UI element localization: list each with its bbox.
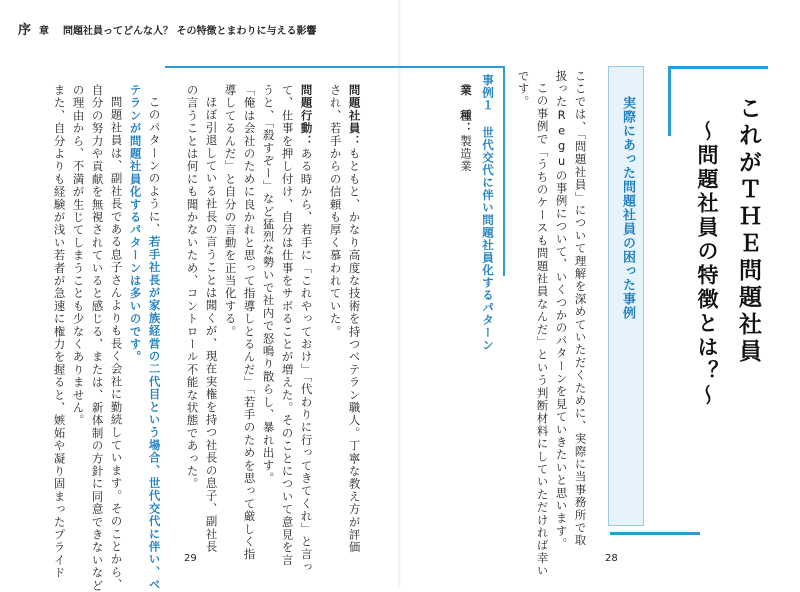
body-line-1: [148, 96, 160, 591]
case-line-2: [329, 84, 341, 338]
case-line-8: [205, 96, 217, 553]
intro-line-4: です。: [516, 70, 531, 109]
case-line-3: [300, 84, 312, 574]
body-emphasis: 若手社長が家族経営の二代目という場合、世代交代に伴い、ベ: [147, 235, 162, 592]
case-text: て、仕事を押し付け、自分は仕事をサボることが増えた。そのことについて意見を言: [280, 84, 295, 567]
main-title-line-1: これがＴＨＥ問題社員: [735, 96, 761, 366]
case-text: ほぼ引退している社長の言うことは聞くが、現在実権を持つ社長の息子、副社長: [204, 96, 219, 554]
case-text: 「俺は会社のために良かれと思って指導しとるんだ」「若手のためを思って厳しく指: [242, 84, 257, 561]
case-line-1: [348, 84, 360, 554]
case-box-top: [165, 66, 505, 68]
main-title-line-2: 〜問題社員の特徴とは？〜: [695, 120, 719, 408]
industry-label: 業 種：: [459, 84, 473, 135]
title-frame-left: [668, 66, 671, 136]
case-line-5: [262, 84, 274, 485]
body-line-4: 自分の努力や貢献を無視されていると感じる、または、新体制の方針に同意できないなど: [90, 84, 105, 592]
body-line-3: 問題社員は、副社長である息子さんよりも長く会社に勤続しています。そのことから、: [109, 96, 124, 592]
case-text: 導してるんだ」と自分の言動を正当化する。: [223, 84, 238, 338]
chapter-kanji: 序: [18, 23, 32, 38]
case-text: うと、「殺すぞー」など猛烈な勢いで社内で怒鳴り散らし、暴れ出す。: [261, 84, 276, 485]
case-text: もともと、かなり高度な技術を持つベテラン職人。丁寧な教え方が評価: [347, 147, 362, 554]
intro-line-3: この事例で「うちのケースも問題社員なんだ」という判断材料にしていただければ幸い: [535, 82, 550, 578]
body-line-6: また、自分よりも経験が浅い若者が急速に権力を握ると、嫉妬や凝り固まったプライド: [52, 84, 67, 580]
callout-heading: 実際にあった問題社員の困った事例: [620, 96, 635, 320]
body-text: このパターンのように、: [147, 96, 162, 236]
case-line-9: [186, 84, 198, 490]
page-number-left: 29: [184, 553, 197, 564]
chapter-title: 問題社員ってどんな人？ その特徴とまわりに与える影響: [63, 26, 317, 37]
title-frame-bottom: [610, 532, 700, 535]
page-gutter: [398, 0, 402, 587]
page-number-right: 28: [605, 553, 618, 564]
body-line-5: の理由から、不満が生じてしまうことも少なくありません。: [71, 84, 86, 427]
problem-behavior-label: 問題行動：: [299, 84, 314, 148]
industry-line: [458, 84, 474, 173]
case-line-6: [243, 84, 255, 561]
intro-line-2: 扱ったReguの事例について、いくつかのパターンを見ていきたいと思います。: [554, 70, 569, 551]
case-box-right: [503, 66, 505, 276]
case-text: ある時から、若手に「これやっておけ」「代わりに行ってきてくれ」と言っ: [299, 147, 314, 574]
running-header: [18, 19, 317, 38]
case-text: され、若手からの信頼も厚く慕われていた。: [328, 84, 343, 338]
chapter-suffix: 章: [39, 26, 50, 37]
case-line-7: [224, 84, 236, 338]
title-frame-top: [668, 66, 768, 69]
case-text: の言うことは何にも聞かないため、コントロール不能な状態であった。: [185, 84, 200, 491]
body-line-2: テランが問題社員化するパターンは多いのです。: [128, 84, 143, 364]
industry-value: 製造業: [459, 134, 473, 173]
case-heading: 事例１ 世代交代に伴い問題社員化するパターン: [481, 74, 495, 352]
intro-line-1: ここでは、「問題社員」について理解を深めていただくために、実際に当事務所で取: [573, 70, 588, 547]
problem-employee-label: 問題社員：: [347, 84, 362, 148]
case-line-4: [281, 84, 293, 567]
